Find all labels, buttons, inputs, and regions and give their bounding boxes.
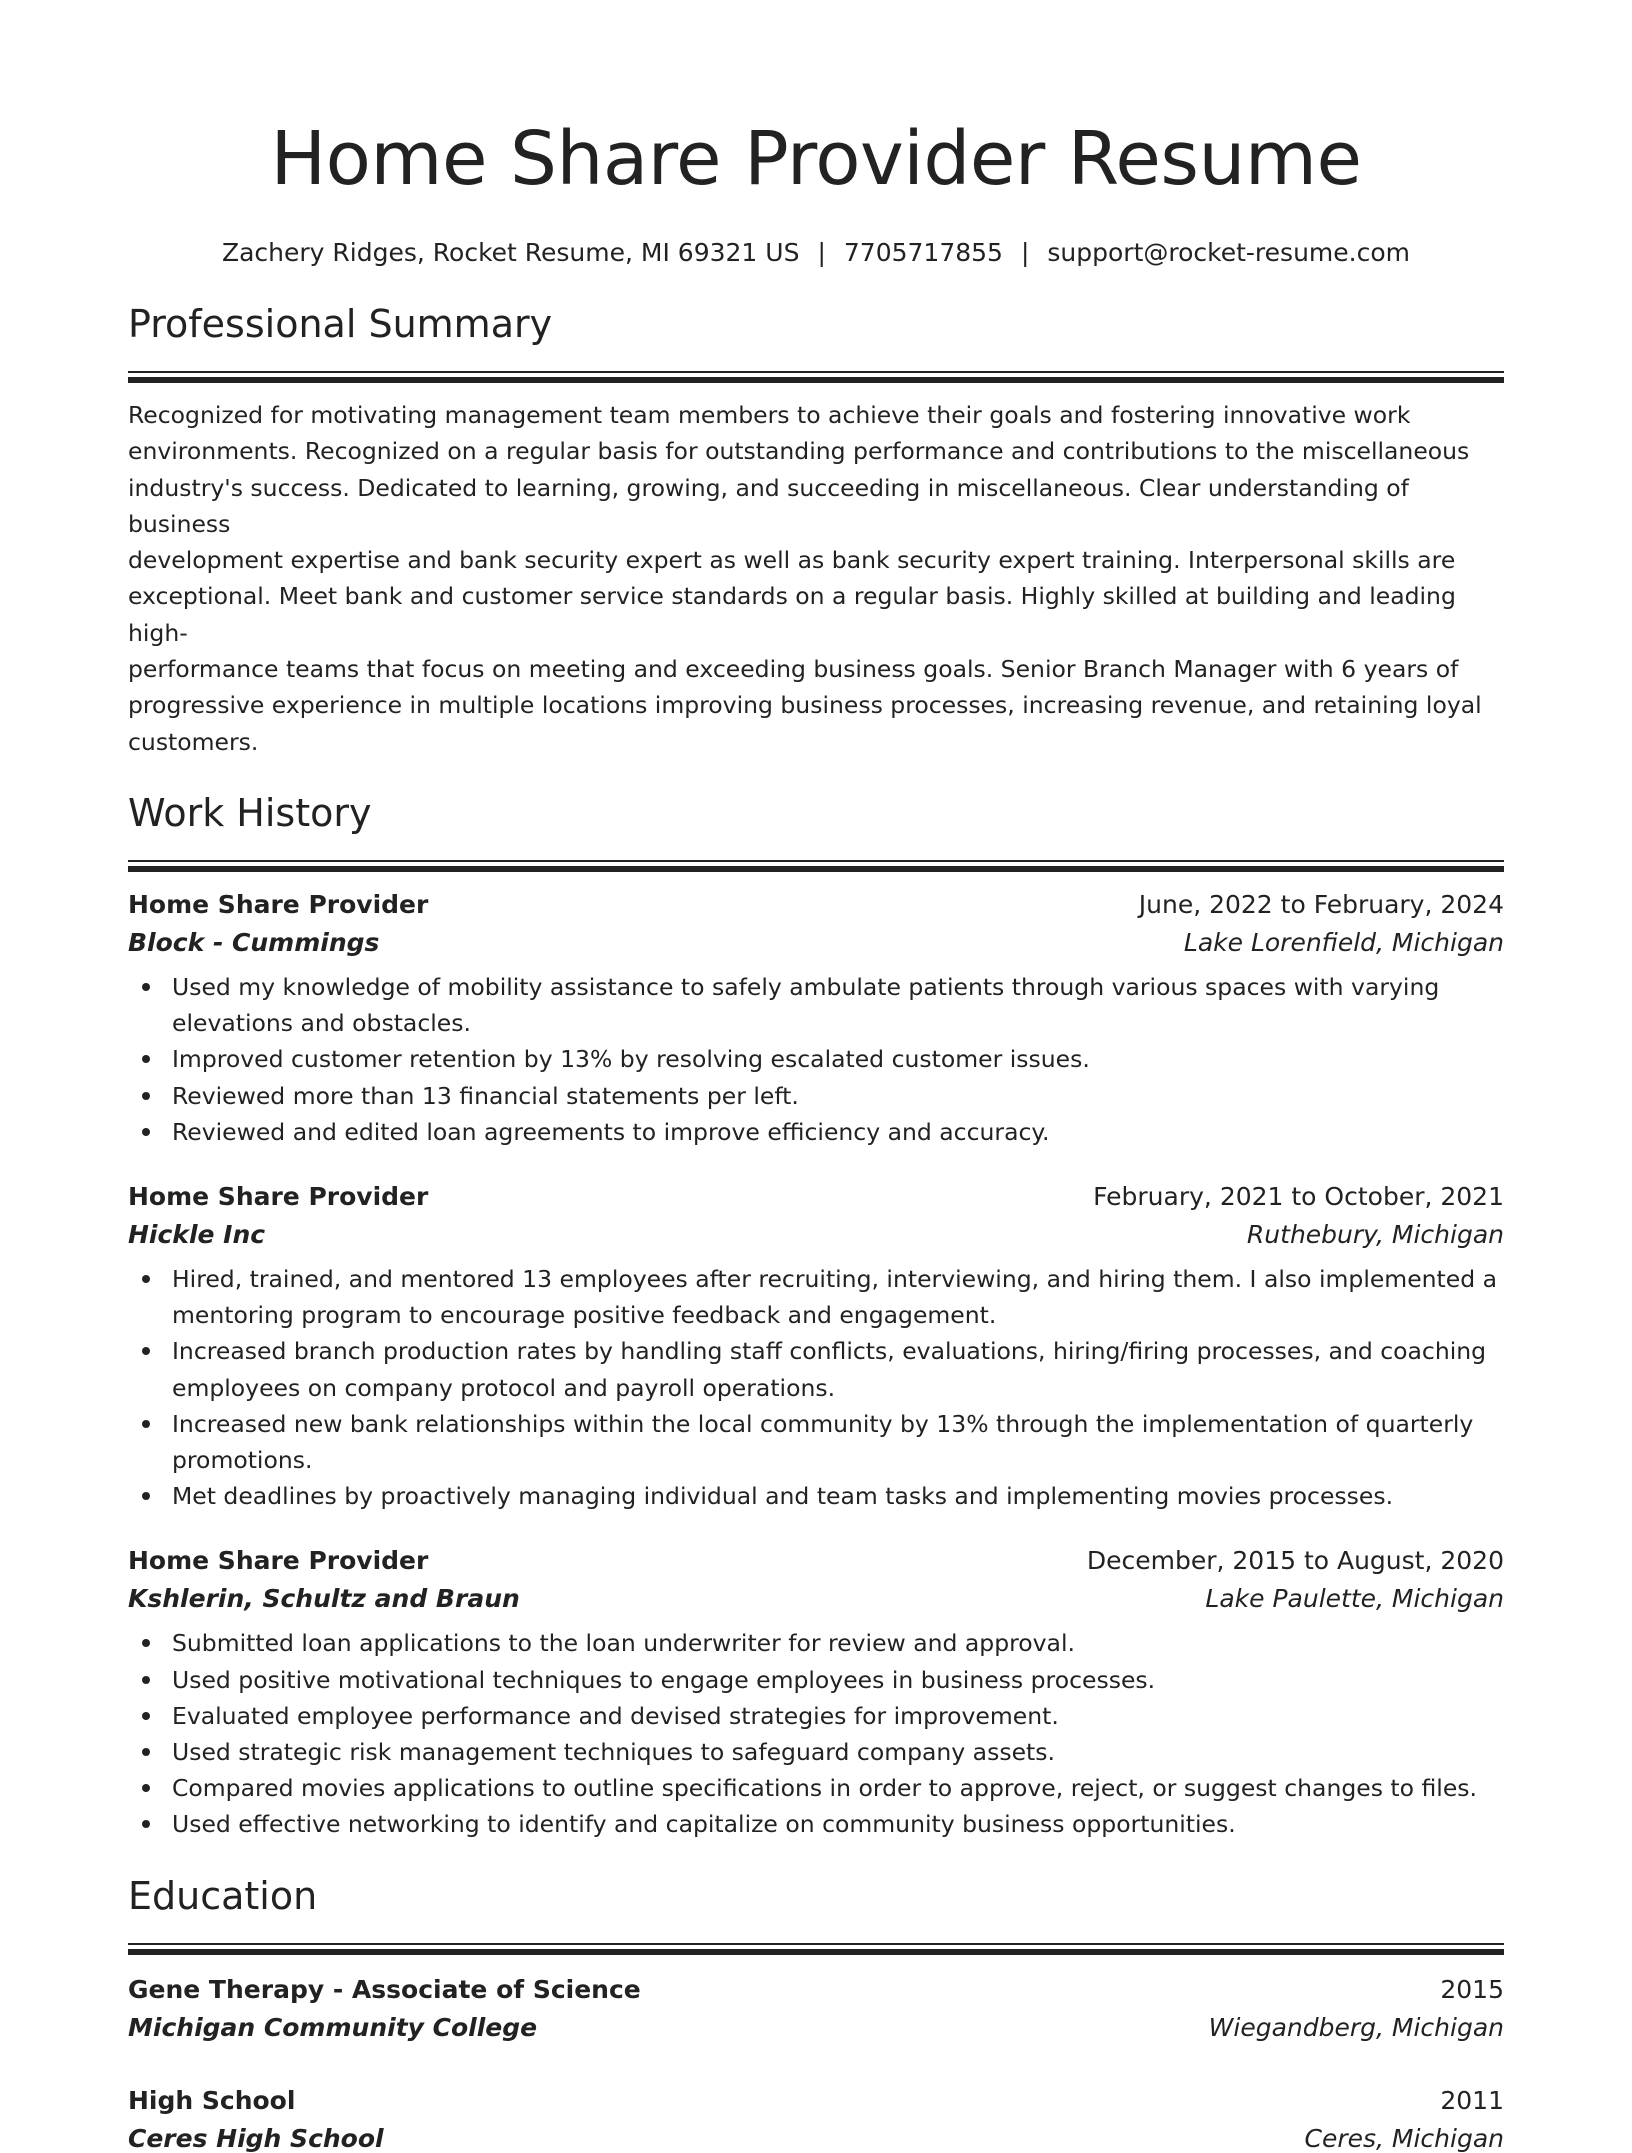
education-entry xyxy=(128,2085,1504,2153)
list-item xyxy=(128,1078,1504,1114)
job-bullets xyxy=(128,969,1504,1150)
job-entry xyxy=(128,889,1504,1150)
list-item xyxy=(128,1770,1504,1806)
bullet-line: Hired, trained, and mentored 13 employees after recruiting, interviewing, and hiring them. I also implemented a xyxy=(172,1264,1498,1293)
education-school: Ceres High School xyxy=(128,2123,384,2153)
job-company: Kshlerin, Schultz and Braun xyxy=(128,1584,520,1614)
bullet-icon xyxy=(142,1784,150,1792)
resume-content xyxy=(128,0,1504,2151)
bullet-line: Used strategic risk management techniques to safeguard company assets. xyxy=(172,1738,1055,1767)
bullet-icon xyxy=(142,1347,150,1355)
job-header xyxy=(128,1546,1504,1576)
job-entry xyxy=(128,1181,1504,1514)
bullet-line: Submitted loan applications to the loan underwriter for review and approval. xyxy=(172,1629,1075,1658)
bullet-line: Used positive motivational techniques to engage employees in business processes. xyxy=(172,1665,1156,1694)
bullet-icon xyxy=(142,1820,150,1828)
education-subheader xyxy=(128,2123,1504,2153)
summary-line: Recognized for motivating management team members to achieve their goals and fostering innovative work xyxy=(128,401,1411,429)
bullet-line: Reviewed more than 13 financial statements per left. xyxy=(172,1081,799,1110)
work-history-section xyxy=(128,790,1504,1843)
bullet-line: Used effective networking to identify and capitalize on community business opportunities. xyxy=(172,1810,1236,1839)
contact-line xyxy=(128,240,1504,265)
bullet-icon xyxy=(142,1420,150,1428)
job-header xyxy=(128,889,1504,919)
summary-section xyxy=(128,302,1504,760)
education-header xyxy=(128,1974,1504,2004)
job-subheader xyxy=(128,927,1504,957)
section-heading: Education xyxy=(128,1873,318,1918)
job-bullets xyxy=(128,1261,1504,1514)
job-header xyxy=(128,1181,1504,1211)
section-divider xyxy=(128,860,1504,872)
job-company: Hickle Inc xyxy=(128,1219,266,1249)
bullet-line: Reviewed and edited loan agreements to improve efficiency and accuracy. xyxy=(172,1117,1050,1146)
bullet-line: Increased new bank relationships within the local community by 13% through the implementation of quarterly xyxy=(172,1409,1474,1438)
bullet-icon xyxy=(142,1712,150,1720)
section-heading: Professional Summary xyxy=(128,302,553,346)
bullet-icon xyxy=(142,1639,150,1647)
bullet-line: Used my knowledge of mobility assistance to safely ambulate patients through various spaces with varying xyxy=(172,972,1440,1001)
section-divider xyxy=(128,1943,1504,1955)
contact-email: support@rocket-resume.com xyxy=(1047,238,1410,267)
job-location: Ruthebury, Michigan xyxy=(1246,1219,1504,1249)
bullet-icon xyxy=(142,1748,150,1756)
bullet-icon xyxy=(142,1492,150,1500)
job-location: Lake Paulette, Michigan xyxy=(1205,1584,1504,1614)
education-location: Wiegandberg, Michigan xyxy=(1208,2012,1504,2042)
education-year: 2015 xyxy=(1440,1974,1504,2004)
list-item xyxy=(128,1406,1504,1478)
job-title: Home Share Provider xyxy=(128,1181,429,1211)
education-subheader xyxy=(128,2012,1504,2042)
list-item xyxy=(128,1114,1504,1150)
job-title: Home Share Provider xyxy=(128,1546,429,1576)
list-item xyxy=(128,1478,1504,1514)
education-location: Ceres, Michigan xyxy=(1304,2123,1504,2153)
education-section xyxy=(128,1873,1504,2153)
education-entry xyxy=(128,1974,1504,2042)
bullet-line: employees on company protocol and payroll operations. xyxy=(172,1373,836,1402)
bullet-icon xyxy=(142,1275,150,1283)
education-school: Michigan Community College xyxy=(128,2012,538,2042)
summary-text xyxy=(128,397,1504,760)
summary-line: performance teams that focus on meeting and exceeding business goals. Senior Branch Manager with 6 years of xyxy=(128,655,1459,684)
list-item xyxy=(128,1698,1504,1734)
list-item xyxy=(128,1806,1504,1842)
job-location: Lake Lorenfield, Michigan xyxy=(1183,927,1504,957)
job-dates: February, 2021 to October, 2021 xyxy=(1093,1181,1504,1211)
job-bullets xyxy=(128,1625,1504,1842)
bullet-icon xyxy=(142,1092,150,1100)
list-item xyxy=(128,1333,1504,1405)
education-year: 2011 xyxy=(1440,2085,1504,2115)
bullet-icon xyxy=(142,1676,150,1684)
summary-line: development expertise and bank security expert as well as bank security expert training. Interpersonal skills are xyxy=(128,546,1456,575)
list-item xyxy=(128,1041,1504,1077)
job-subheader xyxy=(128,1584,1504,1614)
contact-address: Zachery Ridges, Rocket Resume, MI 69321 US xyxy=(221,238,800,267)
section-divider xyxy=(128,371,1504,383)
summary-line: environments. Recognized on a regular basis for outstanding performance and contributions to the miscellaneous xyxy=(128,437,1470,466)
summary-line: progressive experience in multiple locations improving business processes, increasing revenue, and retaining loyal xyxy=(128,691,1482,720)
bullet-line: Met deadlines by proactively managing individual and team tasks and implementing movies processes. xyxy=(172,1482,1394,1511)
resume-title: Home Share Provider Resume xyxy=(270,116,1362,202)
bullet-line: Evaluated employee performance and devised strategies for improvement. xyxy=(172,1701,1059,1730)
bullet-icon xyxy=(142,1055,150,1063)
list-item xyxy=(128,1734,1504,1770)
summary-line: exceptional. Meet bank and customer service standards on a regular basis. Highly skilled at building and leading high- xyxy=(128,582,1456,647)
bullet-line: Increased branch production rates by handling staff conflicts, evaluations, hiring/firing processes, and coaching xyxy=(172,1337,1487,1366)
bullet-line: Improved customer retention by 13% by resolving escalated customer issues. xyxy=(172,1045,1090,1074)
education-degree: High School xyxy=(128,2085,296,2115)
summary-line: customers. xyxy=(128,727,259,756)
contact-phone: 7705717855 xyxy=(843,238,1003,267)
bullet-icon xyxy=(142,1128,150,1136)
bullet-icon xyxy=(142,983,150,991)
job-dates: June, 2022 to February, 2024 xyxy=(1138,889,1504,919)
contact-separator: | xyxy=(1020,238,1030,267)
bullet-line: mentoring program to encourage positive feedback and engagement. xyxy=(172,1301,997,1330)
contact-separator: | xyxy=(817,238,826,267)
education-degree: Gene Therapy - Associate of Science xyxy=(128,1974,641,2004)
job-entry xyxy=(128,1548,1504,1842)
job-dates: December, 2015 to August, 2020 xyxy=(1086,1546,1504,1576)
bullet-line: promotions. xyxy=(172,1446,313,1474)
list-item xyxy=(128,1261,1504,1333)
bullet-line: elevations and obstacles. xyxy=(172,1009,471,1038)
section-heading: Work History xyxy=(128,790,372,835)
summary-line: industry's success. Dedicated to learning, growing, and succeeding in miscellaneous. Clear understanding of business xyxy=(128,473,1409,538)
list-item xyxy=(128,1662,1504,1698)
job-title: Home Share Provider xyxy=(128,889,429,919)
job-subheader xyxy=(128,1219,1504,1249)
education-header xyxy=(128,2085,1504,2115)
job-company: Block - Cummings xyxy=(128,927,380,957)
list-item xyxy=(128,969,1504,1041)
bullet-line: Compared movies applications to outline specifications in order to approve, reject, or suggest changes to files. xyxy=(172,1774,1477,1803)
list-item xyxy=(128,1625,1504,1661)
